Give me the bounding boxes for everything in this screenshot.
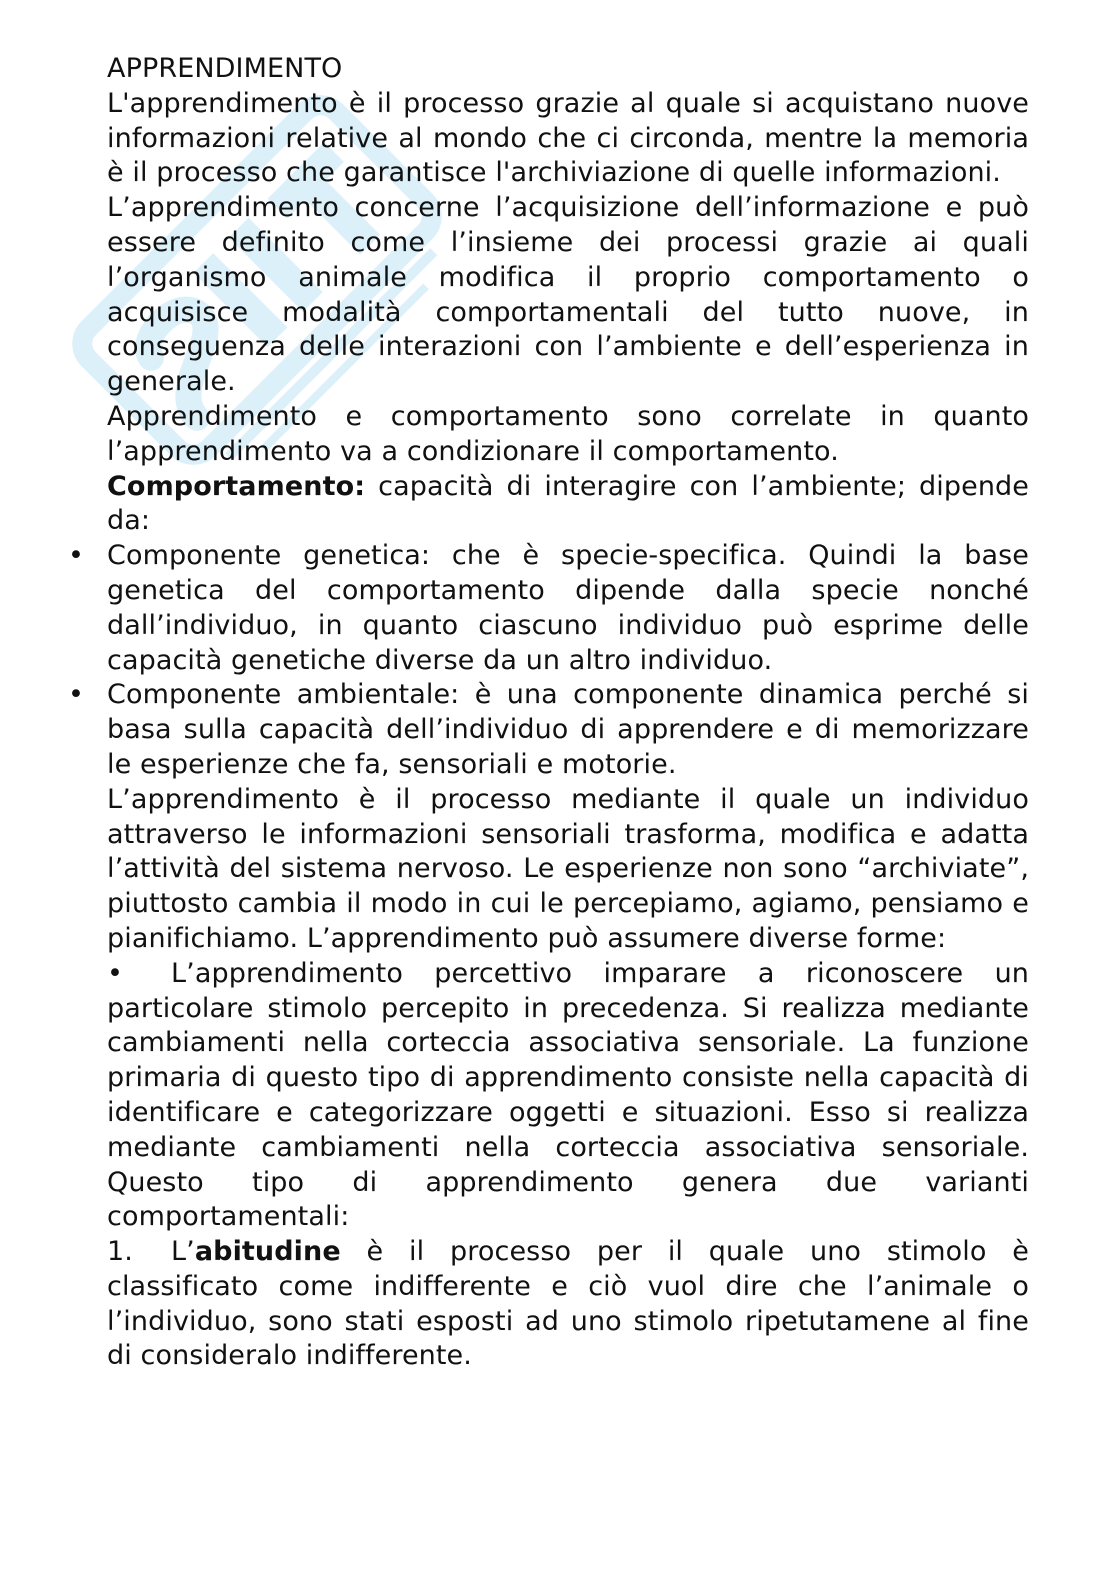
list-item-text: Componente ambientale: è una componente dinamica perché si basa sulla capacità dell’individuo di apprendere e di memorizzare le esperienze che fa, sensoriali e motorie. bbox=[107, 679, 1029, 780]
paragraph-2: L’apprendimento concerne l’acquisizione dell’informazione e può essere definito come l’insieme dei processi grazie ai quali l’organismo animale modifica il proprio comportamento o acquisisce modalità comportamentali del tutto nuove, in conseguenza delle interazioni con l’ambiente e dell’esperienza in generale. bbox=[107, 192, 1029, 398]
abitudine-definition: è il processo per il quale uno stimolo è classificato come indifferente e ciò vuol dire che l’animale o l’individuo, sono stati esposti ad uno stimolo ripetutamene al fine di consideralo indifferente. bbox=[107, 1236, 1029, 1372]
paragraph-comportamento bbox=[107, 470, 1029, 540]
sub-bullet-icon: • bbox=[107, 957, 124, 989]
components-list bbox=[68, 539, 1029, 783]
list-item-text: Componente genetica: che è specie-specifica. Quindi la base genetica del comportamento dipende dalla specie nonché dall’individuo, in quanto ciascuno individuo può esprime delle capacità genetiche diverse da un altro individuo. bbox=[107, 540, 1029, 676]
paragraph-3: Apprendimento e comportamento sono correlate in quanto l’apprendimento va a condizionare il comportamento. bbox=[107, 400, 1029, 467]
paragraph-5: L’apprendimento è il processo mediante il quale un individuo attraverso le informazioni sensoriali trasforma, modifica e adatta l’attività del sistema nervoso. Le esperienze non sono “archiviate”, piuttosto cambia il modo in cui le percepiamo, agiamo, pensiamo e pianifichiamo. L’apprendimento può assumere diverse forme: bbox=[107, 783, 1029, 954]
paragraph-1: L'apprendimento è il processo grazie al quale si acquistano nuove informazioni relative al mondo che ci circonda, mentre la memoria è il processo che garantisce l'archiviazione di quelle informazioni. bbox=[107, 87, 1029, 189]
comportamento-definition: capacità di interagire con l’ambiente; dipende da: bbox=[107, 470, 1029, 537]
list-item bbox=[68, 678, 1029, 782]
abitudine-term: abitudine bbox=[194, 1236, 341, 1268]
document-title: APPRENDIMENTO bbox=[107, 53, 343, 84]
comportamento-term: Comportamento: bbox=[107, 470, 366, 502]
list-number: 1. bbox=[107, 1236, 133, 1268]
list-item bbox=[68, 539, 1029, 678]
paragraph-apprendimento-percettivo bbox=[107, 957, 1029, 1235]
apprendimento-percettivo-text: L’apprendimento percettivo imparare a riconoscere un particolare stimolo percepito in precedenza. Si realizza mediante cambiamenti nella corteccia associativa sensoriale. La funzione primaria di questo tipo di apprendimento consiste nella capacità di identificare e categorizzare oggetti e situazioni. Esso si realizza mediante cambiamenti nella corteccia associativa sensoriale. Questo tipo di apprendimento genera due varianti comportamentali: bbox=[107, 957, 1029, 1233]
document-body bbox=[68, 52, 1029, 1374]
abitudine-prefix: L’ bbox=[171, 1236, 195, 1268]
paragraph-abitudine bbox=[107, 1235, 1029, 1374]
bullet-icon: • bbox=[68, 679, 85, 711]
bullet-icon: • bbox=[68, 540, 85, 572]
